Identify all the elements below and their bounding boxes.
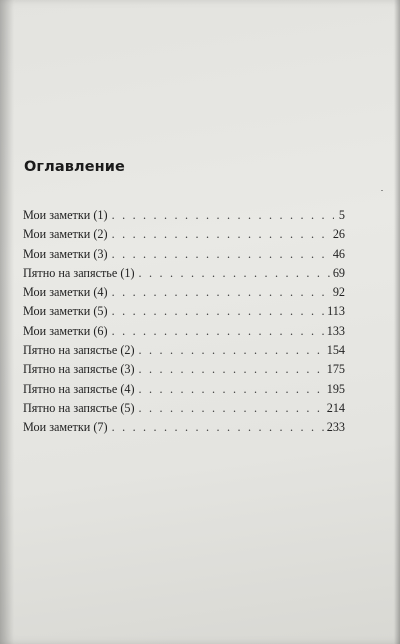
toc-entry-title: Мои заметки (6): [23, 323, 108, 338]
toc-entry-page: 233: [326, 420, 345, 435]
toc-entry-title: Пятно на запястье (4): [23, 381, 135, 396]
toc-entry[interactable]: [23, 382, 345, 401]
toc-heading: Оглавление: [24, 159, 125, 175]
dot-leader: [112, 285, 330, 300]
toc-entry[interactable]: [23, 324, 345, 343]
toc-entry-page: 113: [327, 304, 345, 319]
dot-leader: [112, 227, 330, 242]
toc-entry-title: Пятно на запястье (5): [23, 400, 135, 415]
table-of-contents: [23, 208, 345, 440]
toc-entry-title: Пятно на запястье (3): [23, 362, 135, 377]
toc-entry-title: Пятно на запястье (1): [23, 265, 135, 280]
toc-entry-title: Мои заметки (5): [23, 304, 108, 319]
dot-leader: [112, 420, 324, 435]
dot-leader: [139, 343, 324, 358]
toc-entry-page: 214: [326, 400, 345, 415]
paper-speck: [381, 190, 383, 191]
toc-entry-page: 26: [332, 227, 345, 242]
toc-entry-page: 92: [332, 285, 345, 300]
toc-entry-title: Мои заметки (2): [23, 227, 108, 242]
toc-entry-title: Мои заметки (1): [23, 208, 108, 222]
page-gutter-shadow: [0, 0, 14, 644]
toc-entry[interactable]: [23, 343, 345, 362]
toc-entry[interactable]: [23, 266, 345, 285]
toc-entry[interactable]: [23, 285, 345, 304]
toc-entry[interactable]: [23, 362, 345, 381]
toc-entry[interactable]: [23, 304, 345, 323]
toc-entry-title: Мои заметки (7): [23, 420, 108, 435]
dot-leader: [112, 247, 330, 262]
toc-entry[interactable]: [23, 247, 345, 266]
toc-entry-page: 69: [332, 265, 345, 280]
toc-entry-page: 5: [338, 208, 345, 222]
toc-entry-title: Мои заметки (3): [23, 246, 108, 261]
toc-entry-title: Мои заметки (4): [23, 285, 108, 300]
toc-entry[interactable]: [23, 401, 345, 420]
toc-entry-page: 175: [326, 362, 345, 377]
toc-entry-title: Пятно на запястье (2): [23, 343, 135, 358]
toc-entry-page: 46: [332, 246, 345, 261]
dot-leader: [139, 382, 324, 397]
dot-leader: [139, 401, 324, 416]
page-edge-shadow: [394, 0, 400, 644]
toc-entry[interactable]: [23, 227, 345, 246]
toc-entry-page: 133: [326, 323, 345, 338]
toc-entry-page: 154: [326, 343, 345, 358]
dot-leader: [112, 208, 334, 223]
dot-leader: [139, 266, 330, 281]
toc-entry[interactable]: [23, 420, 345, 439]
dot-leader: [112, 304, 325, 319]
dot-leader: [112, 324, 324, 339]
dot-leader: [139, 362, 324, 377]
toc-entry-page: 195: [326, 381, 345, 396]
toc-entry[interactable]: [23, 208, 345, 227]
